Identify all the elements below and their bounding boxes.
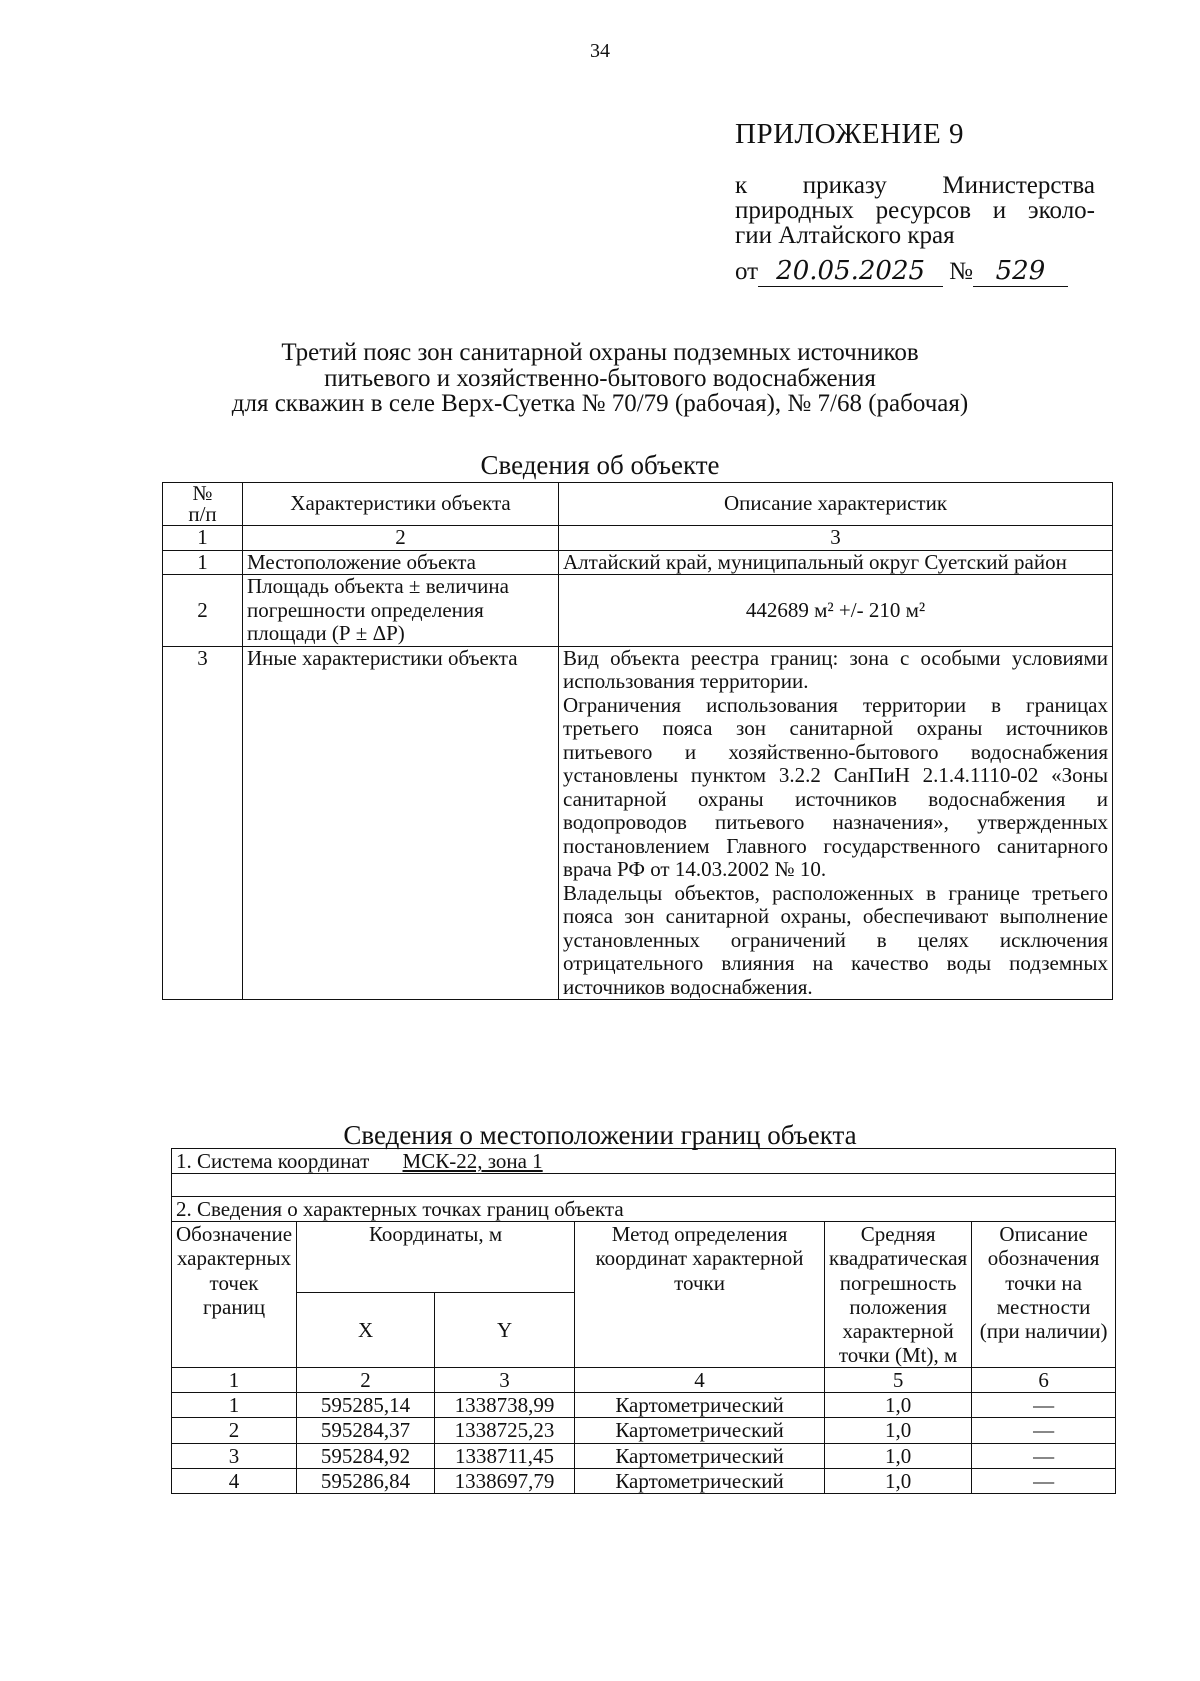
- handwritten-number: 529: [973, 256, 1068, 287]
- header-number: 3: [435, 1368, 575, 1393]
- point-description: —: [972, 1393, 1116, 1418]
- header-num-abbr: п/п: [188, 502, 217, 526]
- point-mt: 1,0: [825, 1443, 972, 1468]
- header-number: 6: [972, 1368, 1116, 1393]
- header-coords: Координаты, м: [297, 1222, 575, 1293]
- header-num-sign: №: [192, 481, 213, 505]
- row-number: 1: [163, 550, 243, 575]
- table-row: [163, 550, 1113, 575]
- point-method: Картометрический: [575, 1418, 825, 1443]
- from-label: от: [735, 258, 759, 285]
- header-number: 1: [163, 526, 243, 551]
- row-characteristic: Иные характеристики объекта: [243, 646, 559, 1000]
- header-number: 2: [243, 526, 559, 551]
- boundaries-header-row: [172, 1222, 1116, 1293]
- row-description: 442689 м² +/- 210 м²: [559, 575, 1113, 647]
- document-title-line1: Третий пояс зон санитарной охраны подземных источников: [281, 339, 919, 366]
- point-id: 4: [172, 1468, 297, 1493]
- document-title: [0, 340, 1200, 417]
- boundaries-header-numbers-row: [172, 1368, 1116, 1393]
- header-cell-description: Описание характеристик: [559, 483, 1113, 526]
- number-label: №: [949, 258, 973, 285]
- header-cell-num: [163, 483, 243, 526]
- point-method: Картометрический: [575, 1443, 825, 1468]
- point-id: 1: [172, 1393, 297, 1418]
- row-number: 2: [163, 575, 243, 647]
- spacer-cell: [172, 1174, 1116, 1197]
- point-mt: 1,0: [825, 1468, 972, 1493]
- table-row: [163, 575, 1113, 647]
- object-info-table: [162, 482, 1113, 1000]
- table-row: [172, 1443, 1116, 1468]
- appendix-ref-line2: природных ресурсов и эколо-: [735, 197, 1095, 224]
- header-designation: Обозначение характерных точек границ: [172, 1222, 297, 1368]
- appendix-ref-line1: к приказу Министерства: [735, 172, 1095, 199]
- row-number: 3: [163, 646, 243, 1000]
- header-error: Средняя квадратическая погрешность положения характерной точки (Mt), м: [825, 1222, 972, 1368]
- coord-system-row: [172, 1149, 1116, 1174]
- header-point-description: Описание обозначения точки на местности (при наличии): [972, 1222, 1116, 1368]
- description-paragraph: Ограничения использования территории в границах третьего пояса зон санитарной охраны источников питьевого и хозяйственно-бытового водоснабжения установлены пунктом 3.2.2 СанПиН 2.1.4.1110-02 «Зоны санитарной охраны источников водоснабжения и водопроводов питьевого назначения», утвержденных постановлением Главного государственного санитарного врача РФ от 14.03.2002 № 10.: [563, 692, 1108, 882]
- coord-system-cell: [172, 1149, 1116, 1174]
- header-x: X: [297, 1293, 435, 1368]
- table-header-row: [163, 483, 1113, 526]
- point-id: 3: [172, 1443, 297, 1468]
- header-y: Y: [435, 1293, 575, 1368]
- document-title-line2: питьевого и хозяйственно-бытового водоснабжения: [324, 364, 876, 392]
- table-row: [163, 646, 1113, 1000]
- point-y: 1338697,79: [435, 1468, 575, 1493]
- point-y: 1338711,45: [435, 1443, 575, 1468]
- row-description: [559, 646, 1113, 1000]
- point-mt: 1,0: [825, 1393, 972, 1418]
- coord-system-value: МСК-22, зона 1: [402, 1149, 543, 1173]
- appendix-reference: [735, 173, 1095, 248]
- document-title-line3: для скважин в селе Верх-Суетка № 70/79 (рабочая), № 7/68 (рабочая): [231, 390, 969, 417]
- point-x: 595285,14: [297, 1393, 435, 1418]
- spacer-row: [172, 1174, 1116, 1197]
- row-characteristic: Площадь объекта ± величина погрешности определения площади (Р ± ΔР): [243, 575, 559, 647]
- appendix-ref-line3: гии Алтайского края: [735, 222, 955, 249]
- point-y: 1338738,99: [435, 1393, 575, 1418]
- row-description: Алтайский край, муниципальный округ Суетский район: [559, 550, 1113, 575]
- row-characteristic: Местоположение объекта: [243, 550, 559, 575]
- boundaries-table: [171, 1148, 1116, 1494]
- header-method: Метод определения координат характерной точки: [575, 1222, 825, 1368]
- point-method: Картометрический: [575, 1468, 825, 1493]
- point-y: 1338725,23: [435, 1418, 575, 1443]
- coord-system-label: 1. Система координат: [176, 1149, 370, 1173]
- points-title-cell: 2. Сведения о характерных точках границ объекта: [172, 1197, 1116, 1222]
- header-number: 3: [559, 526, 1113, 551]
- point-method: Картометрический: [575, 1393, 825, 1418]
- appendix-title: ПРИЛОЖЕНИЕ 9: [735, 118, 964, 150]
- point-id: 2: [172, 1418, 297, 1443]
- description-paragraph: Вид объекта реестра границ: зона с особыми условиями использования территории.: [563, 645, 1108, 694]
- point-mt: 1,0: [825, 1418, 972, 1443]
- point-description: —: [972, 1418, 1116, 1443]
- point-x: 595284,37: [297, 1418, 435, 1443]
- appendix-block: [735, 118, 1095, 287]
- appendix-date-line: [735, 256, 1095, 287]
- page-number: 34: [590, 40, 610, 62]
- table-row: [172, 1468, 1116, 1493]
- table-header-numbers-row: [163, 526, 1113, 551]
- header-number: 5: [825, 1368, 972, 1393]
- points-title-row: [172, 1197, 1116, 1222]
- handwritten-date: 20.05.2025: [758, 256, 943, 287]
- table-row: [172, 1418, 1116, 1443]
- boundaries-title: Сведения о местоположении границ объекта: [343, 1120, 857, 1150]
- object-info-title: Сведения об объекте: [480, 450, 720, 480]
- description-paragraph: Владельцы объектов, расположенных в границе третьего пояса зон санитарной охраны, обеспечивают выполнение установленных ограничений в целях исключения отрицательного влияния на качество воды подземных источников водоснабжения.: [563, 880, 1108, 999]
- header-number: 4: [575, 1368, 825, 1393]
- point-description: —: [972, 1468, 1116, 1493]
- header-number: 2: [297, 1368, 435, 1393]
- point-description: —: [972, 1443, 1116, 1468]
- header-cell-characteristics: Характеристики объекта: [243, 483, 559, 526]
- header-number: 1: [172, 1368, 297, 1393]
- table-row: [172, 1393, 1116, 1418]
- point-x: 595286,84: [297, 1468, 435, 1493]
- point-x: 595284,92: [297, 1443, 435, 1468]
